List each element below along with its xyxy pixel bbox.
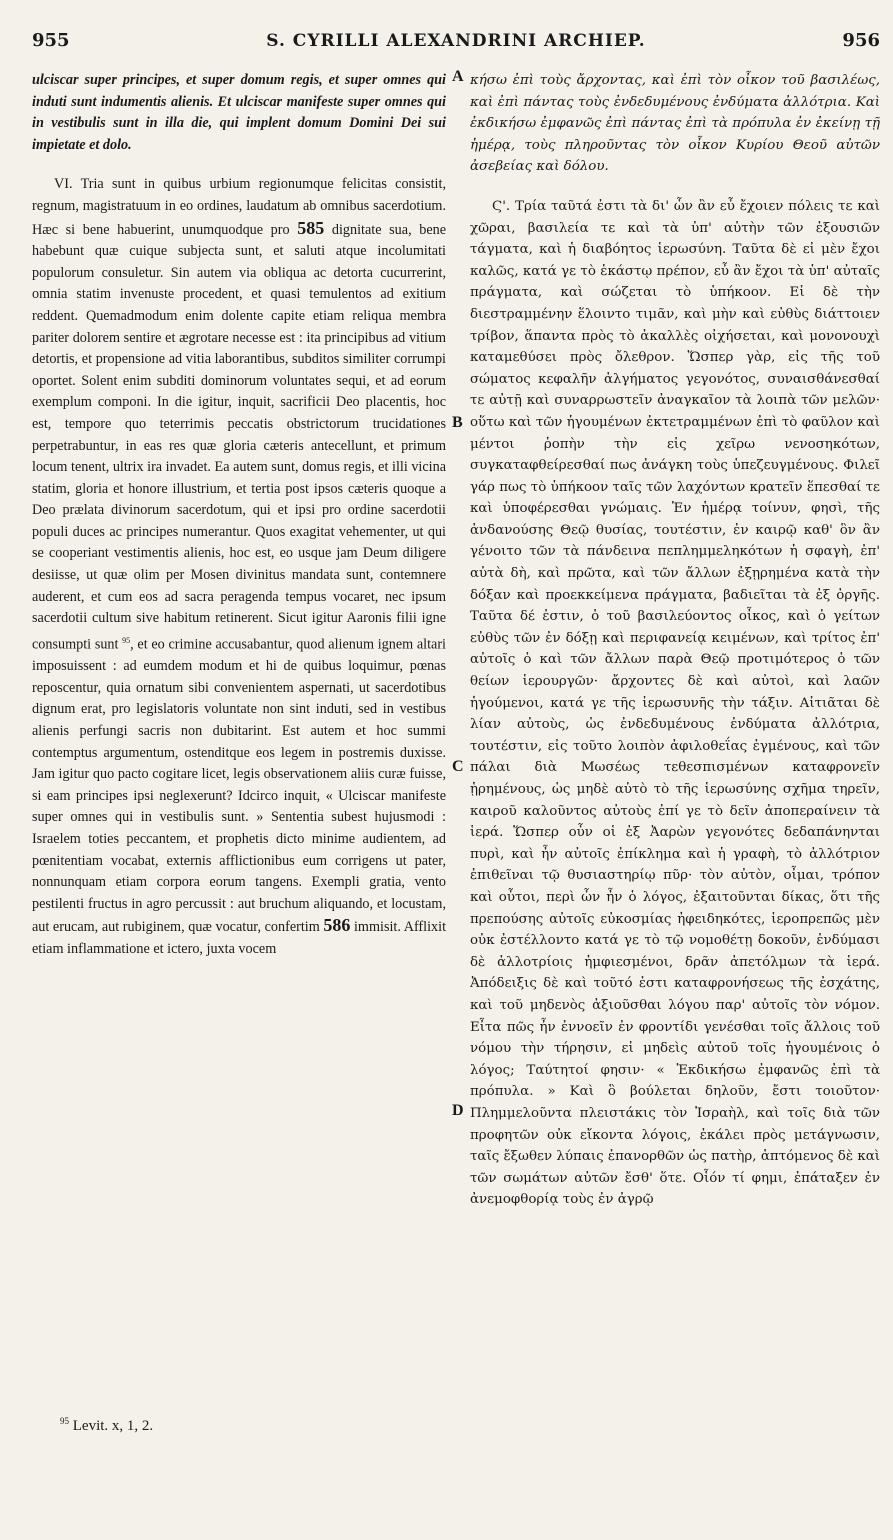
latin-text-d: immisit. Afflixit etiam inflammatione et ictero, juxta vocem — [32, 919, 446, 957]
margin-marker-a: A — [452, 68, 464, 85]
latin-intro: ulciscar super principes, et super domum regis, et super omnes qui induti sunt indumentis alienis. Et ulciscar manifeste super omnes qui in vestibulis sunt in illa die, qui implent domum Domini Dei sui impietate et dolo. — [32, 72, 446, 153]
column-number-586: 586 — [323, 915, 351, 936]
page-header — [32, 30, 880, 58]
footnote-number: 95 — [60, 1416, 69, 1426]
column-number-585: 585 — [297, 217, 325, 238]
margin-marker-b: B — [452, 414, 463, 431]
latin-section-vi — [32, 174, 446, 960]
page-number-left: 955 — [32, 30, 70, 51]
greek-section: Ϛ'. Τρία ταῦτά ἐστι τὰ δι' ὧν ἂν εὖ ἔχοιεν πόλεις τε καὶ χῶραι, βασιλεία τε καὶ τὰ ὑπ' αὐτὴν τῶν ἐξουσιῶν τάγματα, καὶ ἡ διαβόητος ἱερωσύνη. Ταῦτα δὲ εἰ μὲν ἔχοι καλῶς, κατά γε τὸ ἑκάστῳ πρέπον, εὖ ἂν ἔχοι τὰ ὑπ' αὐταῖς πράγματα, καὶ σώζεται τὸ ὑπήκοον. Εἰ δὲ τὴν διεστραμμένην ἕλοιντο τιμᾶν, καὶ μὴν καὶ εὐθὺς διάττοιεν τρίβον, ἅπαντα πρὸς τὸ ἀκαλλὲς οἰχήσεται, καὶ μονονουχὶ καταμεθύσει πρὸς ὄλεθρον. Ὥσπερ γὰρ, εἰς τῆς τοῦ σώματος κεφαλῆν ἀλγήματος γεγονότος, συναισθάνεσθαί τε αὐτῇ καὶ συναρρωστεῖν ἀναγκαῖον τὰ λοιπὰ τῶν μελῶν· οὕτω καὶ τῶν ἡγουμένων ἐκτετραμμένων ἐπὶ τὸ φαῦλον καὶ μέντοι ῥοπὴν τὴν εἰς χεῖρω νενοσηκότων, συγκαταφθείρεσθαί πως ἀνάγκη τοὺς ὑπεζευγμένους. Φιλεῖ γάρ πως τὸ ὑπήκοον ταῖς τῶν λαχόντων κρατεῖν ἕπεσθαί τε καὶ ὑποφέρεσθαι γνώμαις. Ἐν ἡμέρᾳ τοίνυν, φησὶ, τῆς ἀνδανούσης Θεῷ θυσίας, τουτέστιν, ἐν καιρῷ καθ' ὃν ἂν γένοιτο τῶν τὰ πάνδεινα πεπλημμεληκότων ἡ σφαγὴ, ἐπ' αὐτὰ δὴ, καὶ πρῶτα, καὶ τῶν ἄλλων ἐξῃρημένα κατὰ τὴν δόξαν καὶ προεκκείμενα πράγματα, βαδιεῖται τὰ ἐξ ὀργῆς. Ταῦτα δέ ἐστιν, ὁ τοῦ βασιλεύοντος οἶκος, καὶ ὁ γείτων εὐθὺς τῶν ἐν δόξῃ καὶ περιφανείᾳ κειμένων, καὶ τρίτος ἐπ' αὐτοῖς ὁ καὶ τῶν ἄλλων παρὰ Θεῷ προτιμότερος ὁ τῶν θείων ἱερουργῶν· ἄρχοντες δὲ καὶ αὐτοὶ, καὶ λαῶν ἡγούμενοι, κατά γε τῆς ἱερωσυνῆς τὴν τάξιν. Αἰτιᾶται δὲ λίαν αὐτοὺς, ὡς ἐνδεδυμένους ἐνδύματα ἀλλότρια, τουτέστιν, εἰς τοῦτο λοιπὸν ἀφιλοθεΐας ἐγμένους, καὶ τῶν πάλαι διὰ Μωσέως τεθεσπισμένων καταφρονεῖν ᾑρημένους, ὡς μηδὲ αὐτὸ τὸ τῆς ἱερωσύνης σχῆμα τηρεῖν, καιροῦ καλοῦντος αὐτοὺς ἐπί γε τὸ δεῖν ἀποπεραίνειν τὰ ἱερά. Ὥσπερ οὖν οἱ ἐξ Ἀαρὼν γεγονότες δεδαπάνηνται πυρὶ, καὶ ἦν αὐτοῖς ἐπίκλημα καὶ ἡ γραφὴ, τὸ ἀλλότριον ἐπιθεῖναι τῷ θυσιαστηρίῳ πῦρ· τὸν αὐτὸν, οἶμαι, τρόπον καὶ οὗτοι, περὶ ὧν ἦν ὁ λόγος, ἐξαιτοῦνται δίκας, ὅτι τῆς πρεπούσης αὐτοῖς εὐκοσμίας ἠφειδηκότες, ἱεροπρεπῶς μὲν οὐκ ἐστέλλοντο κατά γε τὸ τῷ νομοθέτῃ δοκοῦν, ἐνδύμασι δὲ ἀλλοτρίοις ἠμφιεσμένοι, δρᾶν ἀπετόλμων τὰ ἱερά. Ἀπόδειξις δὲ καὶ τοῦτό ἐστι καταφρονήσεως τῆς ἐσχάτης, καὶ τοῦ μηδενὸς ἀξιοῦσθαι λόγου παρ' αὐτοῖς τὸν νόμον. Εἶτα πῶς ἦν ἐννοεῖν ἐν φροντίδι γενέσθαι τοῖς ἄλλοις τοῦ νόμου τὴν τήρησιν, εἰ μηδεὶς αὐτοῦ τοῖς ἡγουμένοις ὁ λόγος; Ταύτητοί φησιν· « Ἐκδικήσω ἐμφανῶς ἐπὶ τὰ πρόπυλα. » Καὶ ὃ βούλεται δηλοῦν, ἔστι τοιοῦτον· Πλημμελοῦντα πλειστάκις τὸν Ἰσραὴλ, καὶ τοῖς διὰ τῶν προφητῶν οὐκ εἴκοντα λόγοις, ἐκάλει πρὸς μετάγνωσιν, ταῖς ἔξωθεν λύπαις ἐπανορθῶν ὡς πατὴρ, ἁπτόμενος δὲ καὶ τῶν σωμάτων αὐτῶν ἔσθ' ὅτε. Οἷόν τί φημι, ἐπάταξεν ἐν ἀνεμοφθορίᾳ τοὺς ἐν ἀγρῷ — [470, 198, 880, 1208]
greek-intro: κήσω ἐπὶ τοὺς ἄρχοντας, καὶ ἐπὶ τὸν οἶκον τοῦ βασιλέως, καὶ ἐπὶ πάντας τοὺς ἐνδεδυμένους ἐνδύματα ἀλλότρια. Καὶ ἐκδικήσω ἐμφανῶς ἐπὶ πάντας ἐπὶ τὰ πρόπυλα ἐν ἐκείνῃ τῇ ἡμέρᾳ, τοὺς πληροῦντας τὸν οἶκον Κυρίου Θεοῦ αὐτῶν ἀσεβείας καὶ δόλου. — [470, 73, 880, 175]
latin-text-c: , et eo crimine accusabantur, quod alienum ignem altari imposuissent : ad eumdem modum et hi de quibus loquimur, pœnas reposcentur, quia ornatum sibi convenientem aspernati, ut sacerdotibus dignum erat, pro legislatoris voluntate non sint induti, sed in vestibus alienis perfungi sacris non dubitarint. Est autem et hoc summi contemptus argumentum, ostenditque eos legem in postremis duxisse. Jam igitur quo pacto cogitare licet, legis observationem aliis curæ fuisse, si eam principes ipsi neglexerunt? Idcirco inquit, « Ulciscar manifeste super omnes qui in vestibulis sunt. » Sententia subest hujusmodi : Israelem toties peccantem, et prophetis dicto minime audientem, ad pœnitentiam vocabat, externis afflictionibus eum corrigens ut pater, nonnunquam etiam corpora eorum tangens. Exempli gratia, vento pestilenti fructus in agro percussit : aut bruchum aliquando, et locustam, aut erucam, aut rubiginem, quæ vocatur, confertim — [32, 636, 446, 936]
running-title: S. CYRILLI ALEXANDRINI ARCHIEP. — [266, 31, 646, 51]
margin-marker-d: D — [452, 1102, 464, 1119]
page-number-right: 956 — [842, 30, 880, 51]
footnote-text: Levit. x, 1, 2. — [72, 1418, 154, 1434]
latin-text-a: VI. Tria sunt in quibus urbium regionumque felicitas consistit, regnum, magistratuum in eo ordines, laudatum ab omnibus sacerdotium. Hæc si bene habuerint, unumquodque pro — [32, 176, 446, 238]
latin-text-b: dignitate sua, bene habebunt quæ cuique subjecta sunt, et saluti atque incolumitati populorum consuletur. Sin autem via obliqua ac detorta cucurrerint, omnia statim invenuste procedent, et quasi temulentos ad exitium reddent. Quemadmodum enim dolente capite etiam reliqua membra pariter dolorem sentire et ægrotare necesse est : ita principibus ad vitium detortis, et propensione ad vitia laborantibus, subditos similiter corrumpi oportet. Solent enim subditi dominorum voluntates sequi, et ad eorum exemplum componi. In die igitur, inquit, sacrificii Deo placentis, hoc est, tempore quo teterrimis peccatis obstrictorum trucidationes perpetrabuntur, in eas res quæ gloria cæteris antecellunt, et primum locum tenent, ultrix ira invadet. Ea autem sunt, domus regis, et illi vicina statim, gloria et honore illustrium, et tertia post ipsos cæteris quoque a Deo prælata divinorum sacerdotum, qui et ipsi pro ordine sacerdotii populi duces ac principes numerantur. Quos exagitat vehementer, ut qui se cooperiant vestimentis alienis, hoc est, eo usque jam Deum diligere desiisse, ut quæ olim per Mosen divinitus mandata sunt, contemnere auderent, et cum eos ad sacra peragenda tempus vocaret, nec ipsum sacerdotii cultum sive habitum retinerent. Sicut igitur Aaronis filii igne consumpti sunt — [32, 221, 446, 653]
latin-column — [32, 70, 446, 1400]
margin-marker-c: C — [452, 758, 464, 775]
footnote — [60, 1416, 153, 1435]
footnote-ref[interactable]: 95 — [122, 635, 131, 645]
greek-column — [470, 70, 880, 1400]
